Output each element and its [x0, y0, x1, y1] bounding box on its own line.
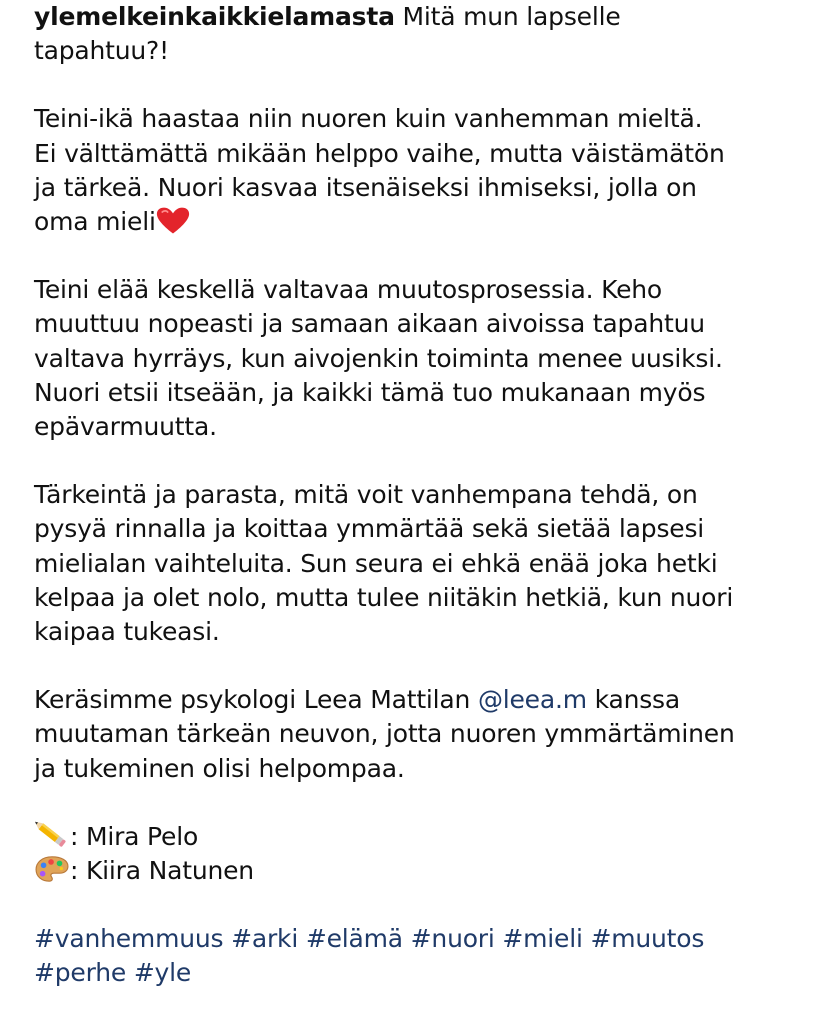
artist-palette-icon — [34, 854, 70, 884]
paragraph-line: valtava hyrräys, kun aivojenkin toiminta menee uusiksi. — [34, 343, 723, 373]
hashtag-link[interactable]: #elämä — [305, 924, 403, 954]
hashtag-link[interactable]: #arki — [231, 924, 299, 954]
paragraph-line: muutaman tärkeän neuvon, jotta nuoren ymmärtäminen — [34, 719, 735, 749]
paragraph-line: oma mieli — [34, 207, 156, 237]
paragraph-line: mielialan vaihteluita. Sun seura ei ehkä enää joka hetki — [34, 548, 718, 578]
hashtag-link[interactable]: #mieli — [502, 924, 583, 954]
hashtag-link[interactable]: #nuori — [410, 924, 495, 954]
writer-credit-text: : Mira Pelo — [70, 821, 199, 851]
caption-paragraph-2 — [34, 273, 804, 444]
caption-intro — [34, 0, 804, 68]
paragraph-line: pysyä rinnalla ja koittaa ymmärtää sekä sietää lapsesi — [34, 514, 705, 544]
caption-paragraph-1 — [34, 102, 804, 239]
hashtag-link[interactable]: #muutos — [590, 924, 705, 954]
credit-illustrator — [34, 854, 804, 888]
hashtag-link[interactable]: #perhe — [34, 958, 127, 988]
paragraph-line: Tärkeintä ja parasta, mitä voit vanhempana tehdä, on — [34, 480, 698, 510]
paragraph-line: Nuori etsii itseään, ja kaikki tämä tuo mukanaan myös — [34, 377, 706, 407]
intro-text-line2: tapahtuu?! — [34, 36, 169, 66]
paragraph-line: ja tärkeä. Nuori kasvaa itsenäiseksi ihmiseksi, jolla on — [34, 172, 697, 202]
paragraph-line: kanssa — [594, 685, 680, 715]
red-heart-icon — [156, 206, 190, 236]
paragraph-line: kelpaa ja olet nolo, mutta tulee niitäkin hetkiä, kun nuori — [34, 582, 734, 612]
hashtag-link[interactable]: #yle — [133, 958, 192, 988]
illustrator-credit-text: : Kiira Natunen — [70, 856, 254, 886]
pencil-icon — [34, 820, 70, 850]
paragraph-line: muuttuu nopeasti ja samaan aikaan aivoissa tapahtuu — [34, 309, 705, 339]
paragraph-line: kaipaa tukeasi. — [34, 617, 220, 647]
paragraph-line: Teini elää keskellä valtavaa muutosprosessia. Keho — [34, 275, 663, 305]
paragraph-line: Ei välttämättä mikään helppo vaihe, mutta väistämätön — [34, 138, 725, 168]
hashtag-link[interactable]: #vanhemmuus — [34, 924, 224, 954]
caption-paragraph-3 — [34, 478, 804, 649]
hashtag-list — [34, 922, 804, 990]
paragraph-line: epävarmuutta. — [34, 412, 217, 442]
credit-writer — [34, 820, 804, 854]
mention-link[interactable]: @leea.m — [477, 685, 587, 715]
caption-credits — [34, 820, 804, 888]
author-username[interactable]: ylemelkeinkaikkielamasta — [34, 2, 395, 31]
paragraph-line: Teini-ikä haastaa niin nuoren kuin vanhemman mieltä. — [34, 104, 703, 134]
post-caption — [34, 0, 804, 991]
paragraph-line: Keräsimme psykologi Leea Mattilan — [34, 685, 471, 715]
intro-text-line1: Mitä mun lapselle — [402, 2, 621, 31]
paragraph-line: ja tukeminen olisi helpompaa. — [34, 753, 405, 783]
caption-paragraph-4 — [34, 683, 804, 786]
